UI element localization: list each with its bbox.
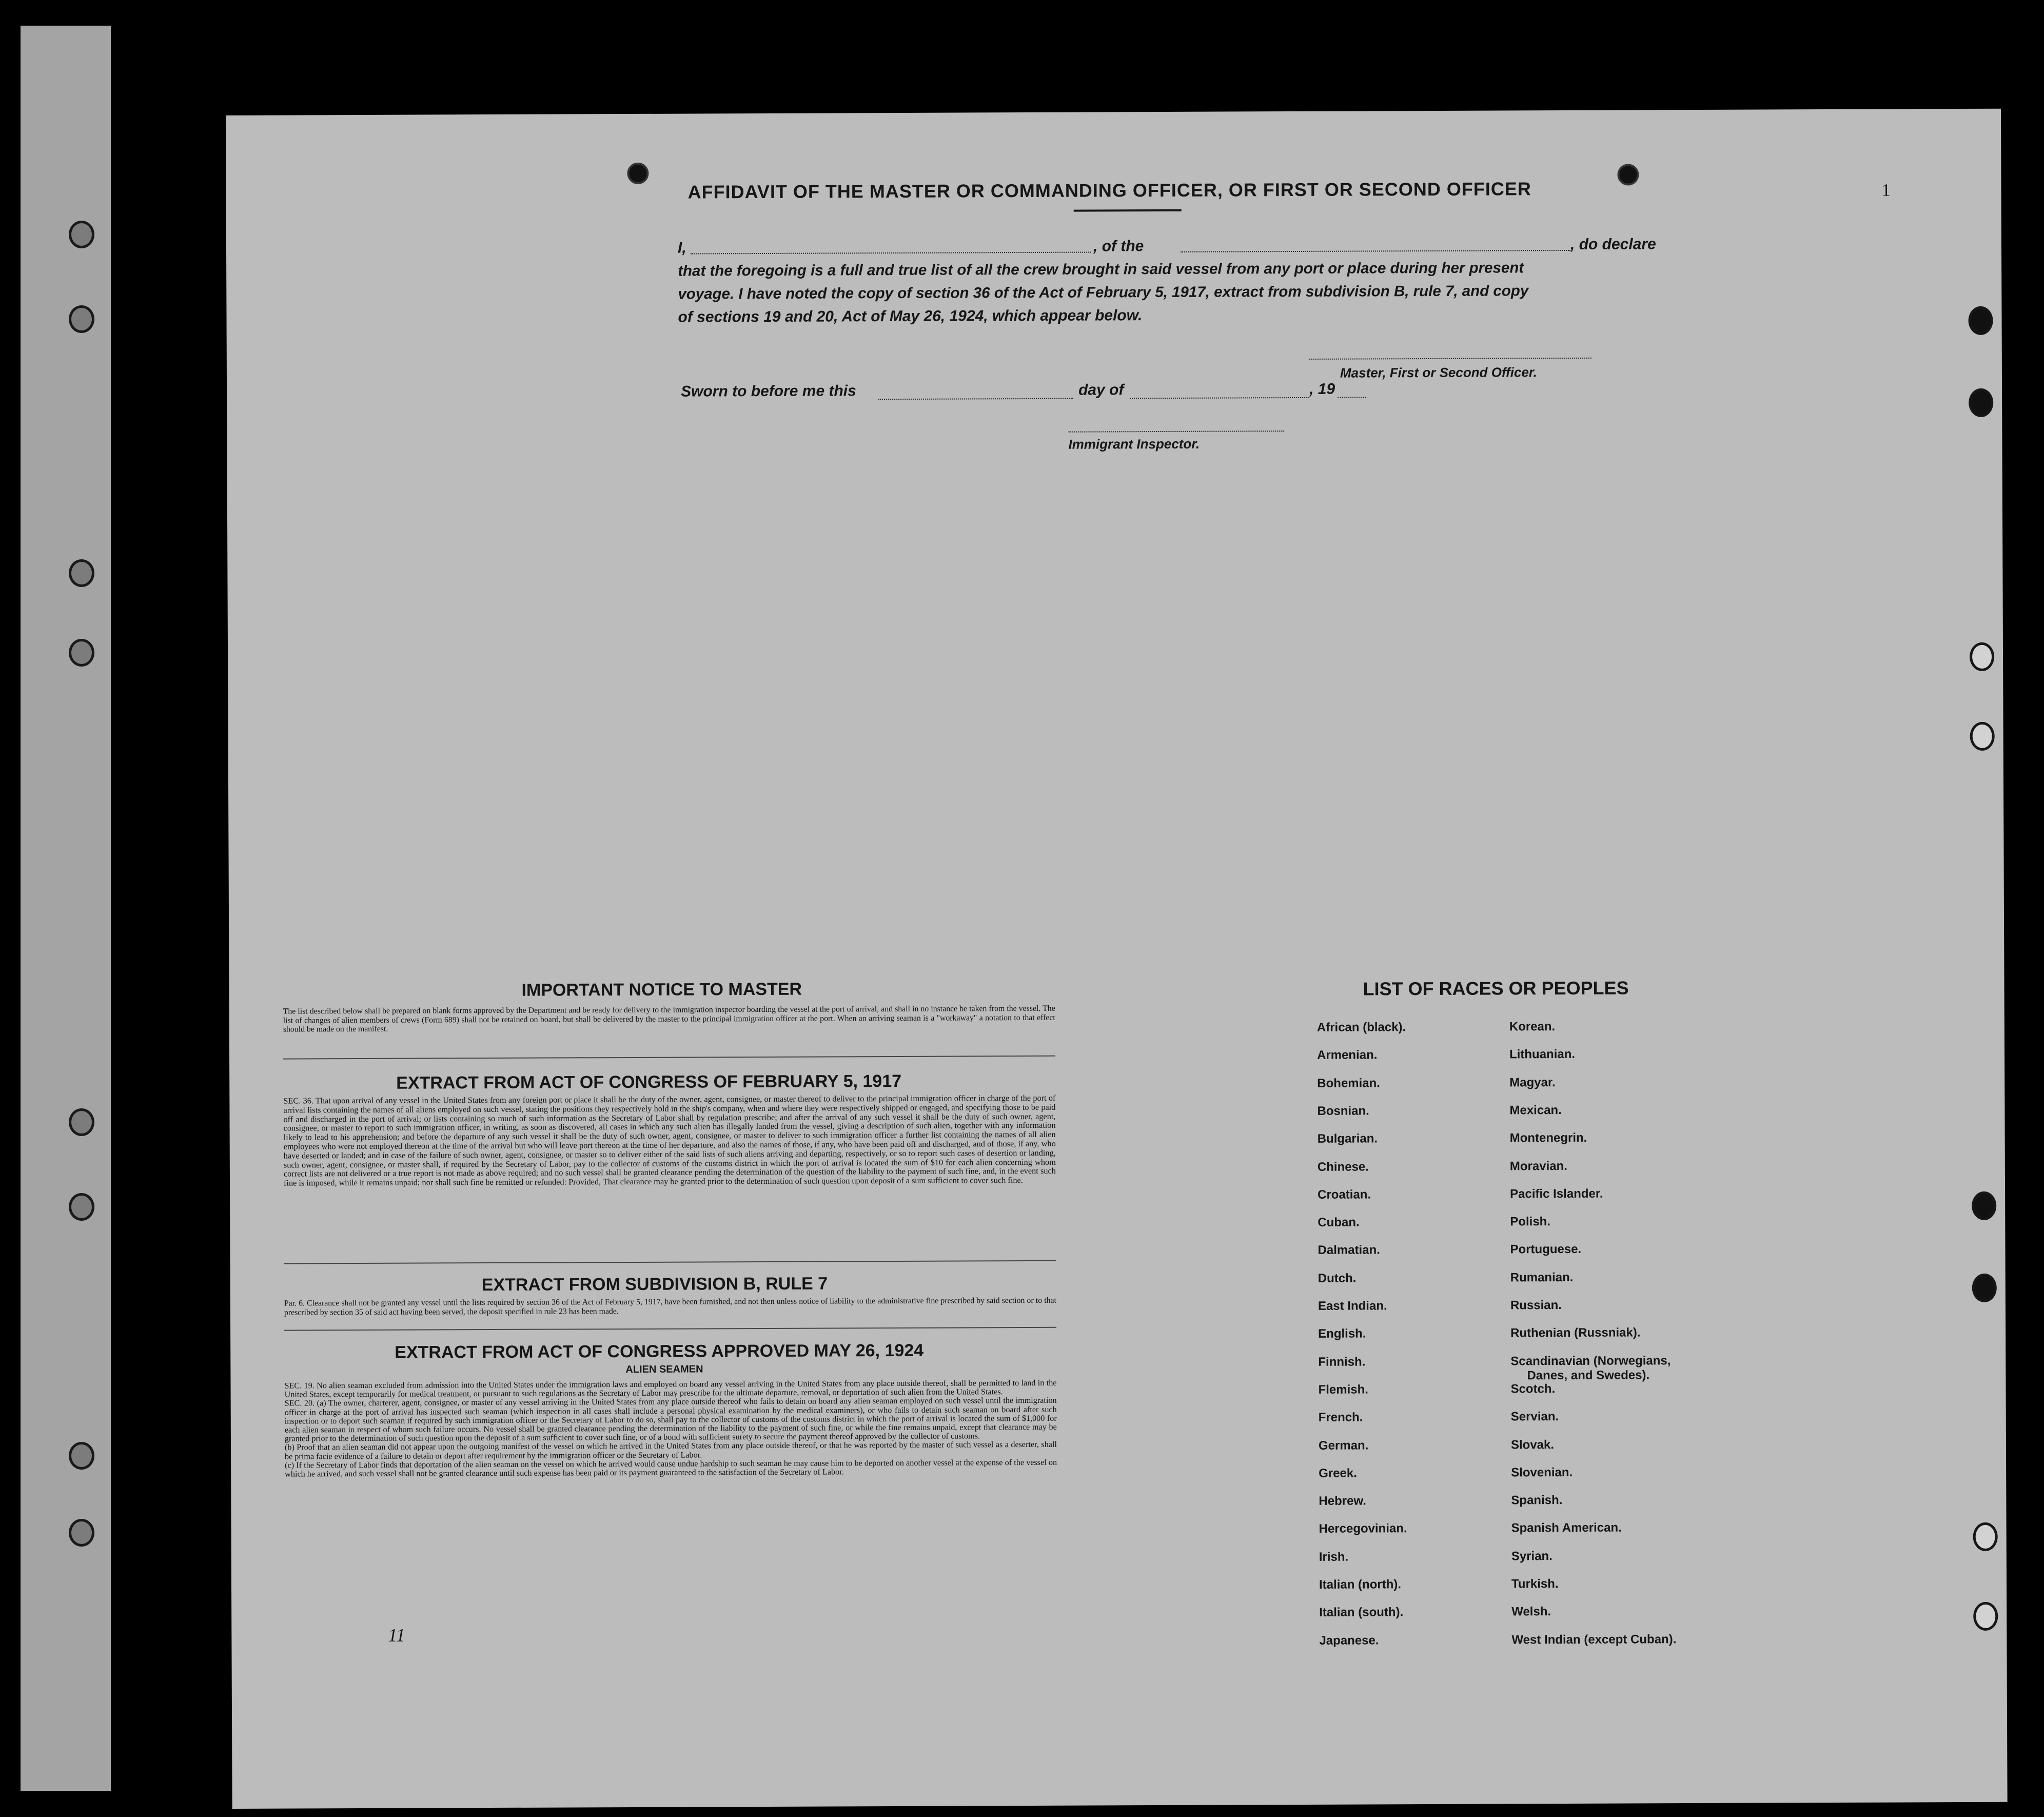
notice-rule [283,1056,1055,1060]
extract-1924-title: EXTRACT FROM ACT OF CONGRESS APPROVED MAY 26, 1924 [395,1340,924,1362]
affidavit-line-4: of sections 19 and 20, Act of May 26, 1924, which appear below. [678,307,1143,326]
affidavit-of-the: , of the [1093,238,1144,255]
affidavit-line-3: voyage. I have noted the copy of section 36 of the Act of February 5, 1917, extract from subdivision B, rule 7, and copy [678,282,1529,303]
binder-hole-icon [1969,388,1993,417]
race-item: German. [1318,1438,1369,1453]
race-item: Dutch. [1318,1271,1357,1285]
race-item: Polish. [1510,1215,1551,1229]
name-blank[interactable] [691,251,1091,255]
race-item: Slovak. [1510,1437,1555,1452]
year-blank[interactable] [1338,396,1366,398]
binder-hole-icon [1973,1602,1998,1631]
race-item: Pacific Islander. [1510,1186,1603,1201]
binder-hole-icon [1972,1191,1996,1220]
binder-hole-icon [1973,1522,1998,1551]
race-item: Hebrew. [1319,1494,1366,1508]
race-item: Moravian. [1509,1159,1567,1173]
races-title: LIST OF RACES OR PEOPLES [1363,977,1629,1000]
race-item: Chinese. [1317,1159,1369,1174]
punch-hole-icon [1617,164,1639,185]
inspector-label: Immigrant Inspector. [1068,436,1200,452]
race-item: French. [1318,1410,1363,1425]
race-item: Danes, and Swedes). [1527,1367,1650,1382]
race-item: Spanish American. [1511,1520,1622,1535]
race-item: Montenegrin. [1509,1131,1587,1145]
document-sheet [226,109,2008,1809]
page-mark-handwritten: 11 [388,1625,405,1646]
strip-hole-icon [69,559,94,587]
film-strip [21,26,111,1791]
race-item: English. [1318,1326,1366,1341]
race-item: Welsh. [1511,1605,1551,1619]
race-item: Korean. [1509,1020,1556,1034]
notice-body: The list described below shall be prepared on blank forms approved by the Department and be ready for delivery to the immigration inspector boarding the vessel at the port of arrival, and shall in no instance be taken from the vessel. The list of changes of alien members of crews (Form 689) shall not be retained on board, but shall be delivered by the master to the principal immigration officer at the port. When an arriving seaman is a "workaway" a notation to that effect should be made on the manifest. [283,1004,1055,1034]
extract-1917-rule [284,1260,1056,1264]
rule7-body: Par. 6. Clearance shall not be granted any vessel until the lists required by section 36 of the Act of February 5, 1917, have been furnished, and not then unless notice of liability to the administrative fine prescribed by said section or to that prescribed by section 35 of said act having been served, the deposit specified in rule 23 has been made. [284,1296,1056,1317]
race-item: Armenian. [1316,1048,1378,1063]
race-item: Spanish. [1511,1493,1563,1508]
punch-hole-icon [627,163,648,184]
race-item: Servian. [1510,1410,1559,1424]
race-item: Turkish. [1511,1577,1559,1591]
inspector-signature-line[interactable] [1068,429,1284,433]
notice-title: IMPORTANT NOTICE TO MASTER [521,979,802,1000]
race-item: Greek. [1319,1466,1357,1480]
binder-hole-icon [1970,722,1995,751]
vessel-blank[interactable] [1181,249,1570,252]
race-item: African (black). [1316,1020,1406,1034]
strip-hole-icon [69,1442,94,1470]
sworn-day-blank[interactable] [878,397,1073,400]
affidavit-do-declare: , do declare [1570,236,1656,253]
race-item: Russian. [1510,1298,1562,1313]
race-item: Scandinavian (Norwegians, [1510,1353,1671,1368]
race-item: Bohemian. [1317,1076,1380,1090]
binder-hole-icon [1972,1274,1997,1302]
race-item: East Indian. [1318,1299,1387,1313]
race-item: Magyar. [1509,1075,1556,1089]
rule7-title: EXTRACT FROM SUBDIVISION B, RULE 7 [481,1274,828,1295]
rule7-rule [284,1327,1056,1331]
affidavit-line-2: that the foregoing is a full and true list of all the crew brought in said vessel from any port or place during her present [678,259,1524,280]
extract-1924-body: SEC. 19. No alien seaman excluded from admission into the United States under the immigration laws and employed on board any vessel arriving in the United States from any place outside thereof, shall be permitted to land in the United States, except temporarily for medical treatment, or pursuant to such regulations as the Secretary of Labor may prescribe for the ultimate departure, removal, or deportation of such alien from the United States. SEC. 20. (a) The owner, charterer, agent, consignee, or master of any vessel arriving in the United States from any place outside thereof who fails to detain on board any alien seaman employed on such vessel until the immigration officer in charge at the port of arrival has inspected such seaman (which inspection in all cases shall include a personal physical examination by the medical examiners), or who fails to detain such seaman on board after such inspection or to deport such seaman if required by such immigration officer or the Secretary of Labor to do so, shall pay to the collector of customs of the customs district in which the port of arrival is located the sum of $1,000 for each alien seaman in respect of whom such failure occurs. No vessel shall be granted clearance pending the determination of the liability to the payment of such fine, or while the fine remains unpaid, except that clearance may be granted prior to the determination of such question upon the deposit of a sum sufficient to cover such fine, or of a bond with sufficient surety to secure the payment thereof approved by the collector of customs. (b) Proof that an alien seaman did not appear upon the outgoing manifest of the vessel on which he arrived in the United States from any place outside thereof, or that he was reported by the master of such vessel as a deserter, shall be prima facie evidence of a failure to detain or deport after requirement by the immigration officer or the Secretary of Labor. (c) If the Secretary of Labor finds that deportation of the alien seaman on the vessel on which he arrived would cause undue hardship to such seaman he may cause him to be deported on another vessel at the expense of the vessel on which he arrived, and such vessel shall not be granted clearance until such expense has been paid or its payment guaranteed to the satisfaction of the Secretary of Labor. [284,1378,1057,1479]
race-item: Portuguese. [1510,1242,1582,1257]
race-item: Cuban. [1318,1215,1360,1229]
extract-1924-subtitle: ALIEN SEAMEN [625,1363,703,1376]
race-item: Hercegovinian. [1319,1521,1407,1536]
month-blank[interactable] [1130,396,1309,399]
strip-hole-icon [69,1108,94,1136]
title-rule [1074,209,1182,212]
race-item: Italian (south). [1319,1605,1404,1620]
race-item: Irish. [1319,1550,1349,1564]
extract-1917-title: EXTRACT FROM ACT OF CONGRESS OF FEBRUARY 5, 1917 [396,1071,902,1093]
extract-1917-body: SEC. 36. That upon arrival of any vessel in the United States from any foreign port or place it shall be the duty of the owner, agent, consignee, or master thereof to deliver to the principal immigration officer in charge of the port of arrival lists containing the names of all aliens employed on such vessel, stating the positions they respectively hold in the ship's company, when and where they were respectively shipped or engaged, and specifying those to be paid off and discharged in the port of arrival; or lists containing so much of such information as the Secretary of Labor shall by regulation prescribe; and after the arrival of any such vessel it shall be the duty of such owner, agent, consignee, or master to report to such immigration officer, in writing, as soon as discovered, all cases in which any such alien has illegally landed from the vessel, giving a description of such alien, together with any information likely to lead to his apprehension; and before the departure of any such vessel it shall be the duty of such owner, agent, consignee, or master to deliver to such immigration officer a further list containing the names of all alien employees who were not employed thereon at the time of the arrival but who will leave port thereon at the time of her departure, and also the names of those, if any, who have been paid off and discharged, and of those, if any, who have deserted or landed; and in case of the failure of such owner, agent, consignee, or master so to deliver either of the said lists of such aliens arriving and departing, respectively, or so to report such cases of desertion or landing, such owner, agent, consignee, or master shall, if required by the Secretary of Labor, pay to the collector of customs of the customs district in which the port of arrival is located the sum of $10 for each alien concerning whom correct lists are not delivered or a true report is not made as above required; and no such vessel shall be granted clearance pending the determination of the question of the liability to the payment of such fine, and, in the event such fine is imposed, while it remains unpaid; nor shall such fine be remitted or refunded: Provided, That clearance may be granted prior to the determination of such question upon deposit of a sum sufficient to cover such fine. [283,1092,1056,1188]
race-item: Japanese. [1319,1633,1379,1648]
race-item: Scotch. [1510,1381,1556,1396]
race-item: Bosnian. [1317,1104,1369,1118]
sworn-label: Sworn to before me this [681,382,856,400]
strip-hole-icon [69,639,94,667]
strip-hole-icon [69,1519,94,1547]
affidavit-i: I, [677,239,686,257]
master-signature-line[interactable] [1309,357,1591,360]
master-label: Master, First or Second Officer. [1340,364,1537,381]
race-item: West Indian (except Cuban). [1511,1632,1677,1647]
year-label: , 19 [1309,380,1335,398]
affidavit-title: AFFIDAVIT OF THE MASTER OR COMMANDING OFFICER, OR FIRST OR SECOND OFFICER [687,178,1531,203]
race-item: Finnish. [1318,1355,1366,1369]
race-item: Rumanian. [1510,1270,1574,1285]
binder-hole-icon [1968,306,1993,335]
race-item: Italian (north). [1319,1577,1402,1592]
race-item: Dalmatian. [1318,1243,1380,1258]
race-item: Slovenian. [1511,1465,1573,1480]
race-item: Ruthenian (Russniak). [1510,1325,1641,1340]
strip-hole-icon [69,1193,94,1221]
race-item: Syrian. [1511,1549,1552,1564]
day-of-label: day of [1078,381,1124,399]
race-item: Croatian. [1318,1187,1371,1202]
binder-hole-icon [1970,642,1994,671]
race-item: Bulgarian. [1317,1131,1378,1146]
strip-hole-icon [69,221,94,248]
race-item: Lithuanian. [1509,1047,1576,1062]
strip-hole-icon [69,305,94,333]
corner-mark-handwritten: 1 [1881,181,1891,200]
race-item: Flemish. [1318,1382,1368,1397]
race-item: Mexican. [1509,1103,1562,1118]
